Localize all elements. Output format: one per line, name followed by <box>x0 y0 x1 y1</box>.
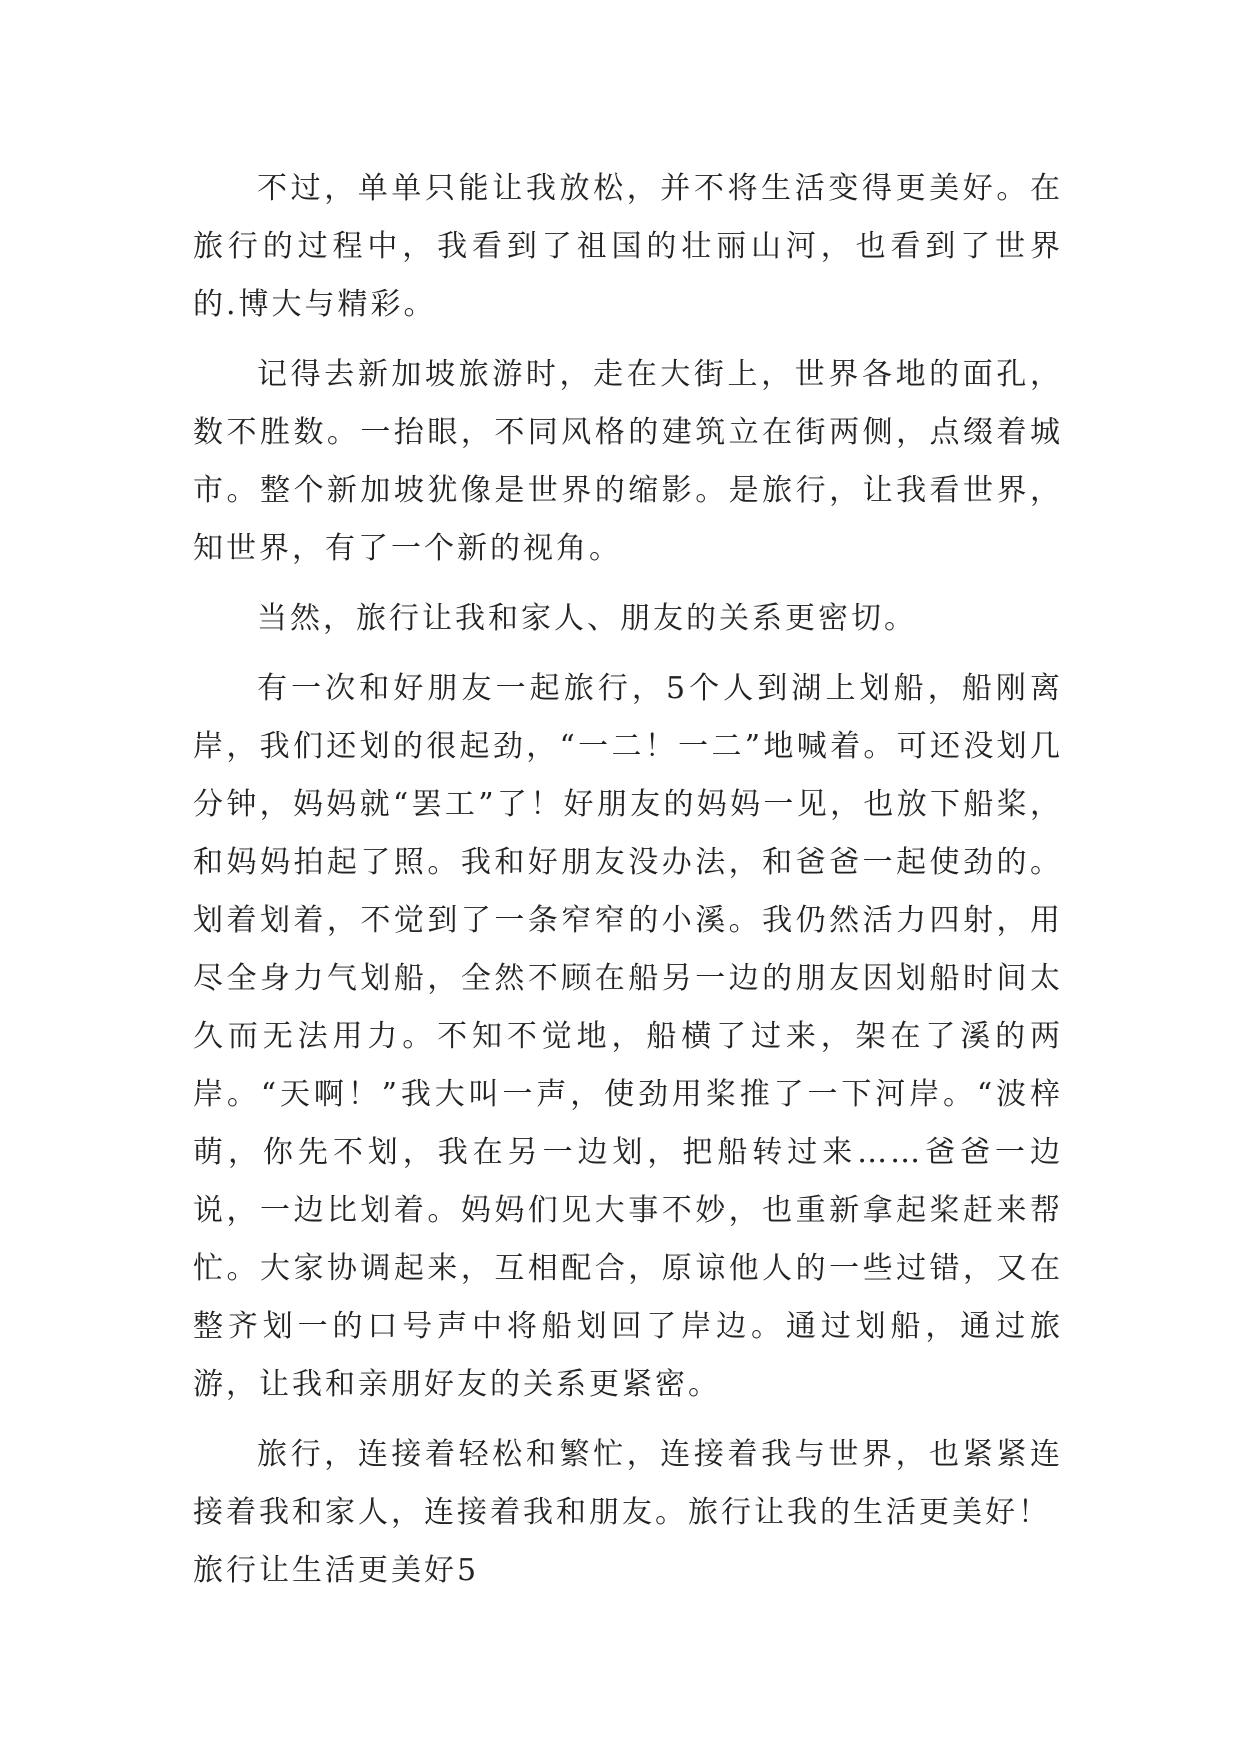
paragraph-5: 旅行，连接着轻松和繁忙，连接着我与世界，也紧紧连接着我和家人，连接着我和朋友。旅行让我的生活更美好！ <box>193 1437 1063 1530</box>
paragraph-3: 当然，旅行让我和家人、朋友的关系更密切。 <box>257 601 917 636</box>
next-article-title: 旅行让生活更美好5 <box>193 1553 480 1588</box>
paragraph-4: 有一次和好朋友一起旅行，5个人到湖上划船，船刚离岸，我们还划的很起劲，“一二！一二”地喊着。可还没划几分钟，妈妈就“罢工”了！好朋友的妈妈一见，也放下船桨，和妈妈拍起了照。我和好朋友没办法，和爸爸一起使劲的。划着划着，不觉到了一条窄窄的小溪。我仍然活力四射，用尽全身力气划船，全然不顾在船另一边的朋友因划船时间太久而无法用力。不知不觉地，船横了过来，架在了溪的两岸。“天啊！”我大叫一声，使劲用桨推了一下河岸。“波梓萌，你先不划，我在另一边划，把船转过来……爸爸一边说，一边比划着。妈妈们见大事不妙，也重新拿起桨赶来帮忙。大家协调起来，互相配合，原谅他人的一些过错，又在整齐划一的口号声中将船划回了岸边。通过划船，通过旅游，让我和亲朋好友的关系更紧密。 <box>193 671 1063 1402</box>
paragraph-2: 记得去新加坡旅游时，走在大街上，世界各地的面孔，数不胜数。一抬眼，不同风格的建筑立在街两侧，点缀着城市。整个新加坡犹像是世界的缩影。是旅行，让我看世界，知世界，有了一个新的视角。 <box>193 357 1063 566</box>
paragraph-1: 不过，单单只能让我放松，并不将生活变得更美好。在旅行的过程中，我看到了祖国的壮丽山河，也看到了世界的.博大与精彩。 <box>193 171 1063 322</box>
document-body <box>193 160 1063 1600</box>
